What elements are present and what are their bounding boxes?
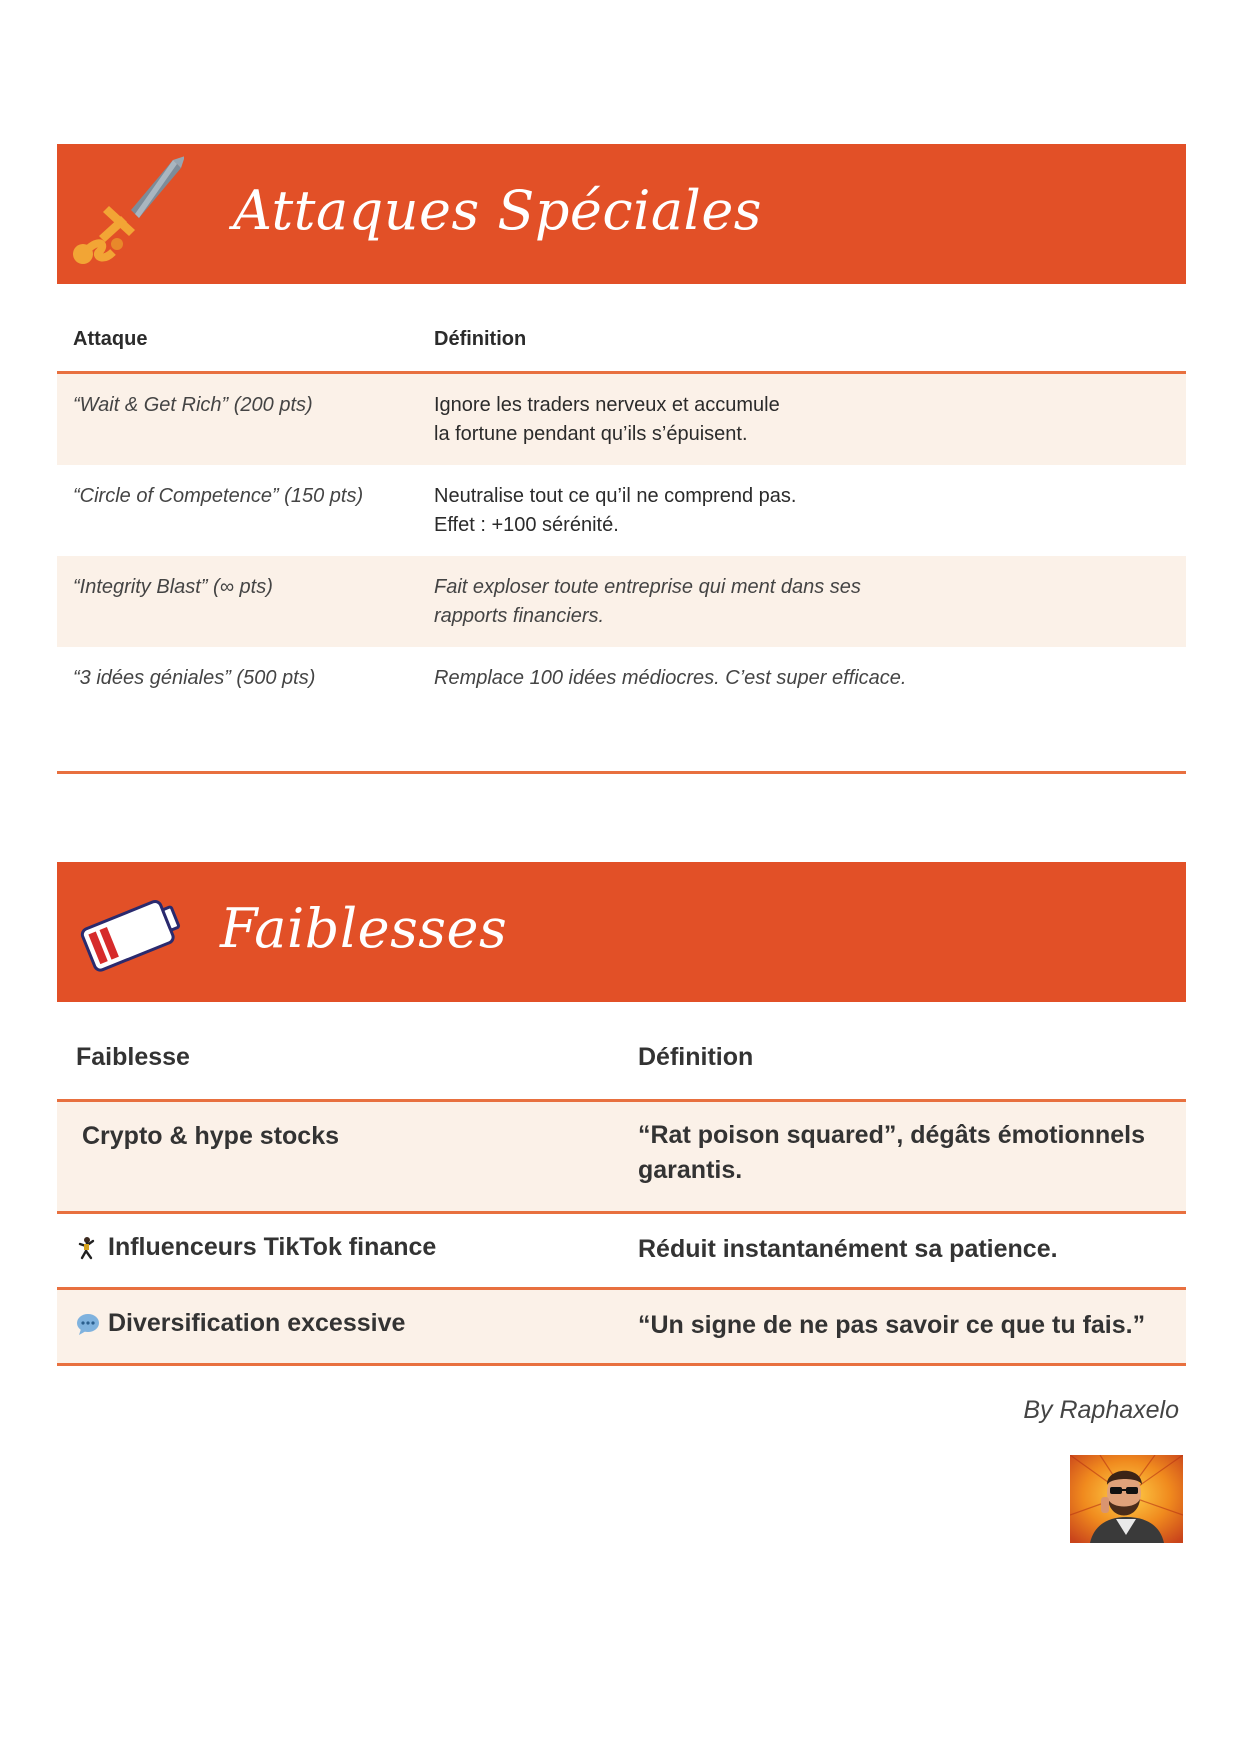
weaknesses-title: Faiblesses bbox=[220, 897, 508, 960]
author-byline: By Raphaxelo bbox=[1023, 1396, 1179, 1424]
sword-icon bbox=[69, 152, 184, 277]
attack-name: “3 idées géniales” (500 pts) bbox=[73, 667, 316, 689]
weakness-definition: “Un signe de ne pas savoir ce que tu fais.” bbox=[638, 1311, 1146, 1339]
weakness-definition: Réduit instantanément sa patience. bbox=[638, 1235, 1058, 1263]
weakness-name: Crypto & hype stocks bbox=[82, 1122, 340, 1150]
attack-name: “Wait & Get Rich” (200 pts) bbox=[73, 394, 313, 416]
weakness-name: Diversification excessive bbox=[108, 1309, 406, 1337]
table-row bbox=[57, 1290, 1186, 1366]
attacks-banner bbox=[57, 144, 1186, 284]
dancing-person-icon bbox=[76, 1236, 98, 1260]
attack-definition: Neutralise tout ce qu’il ne comprend pas. Effet : +100 sérénité. bbox=[434, 485, 797, 536]
attack-name: “Circle of Competence” (150 pts) bbox=[73, 485, 364, 507]
attack-definition: Fait exploser toute entreprise qui ment dans ses rapports financiers. bbox=[434, 576, 861, 627]
attack-name: “Integrity Blast” (∞ pts) bbox=[73, 576, 273, 598]
weaknesses-banner bbox=[57, 862, 1186, 1002]
table-row bbox=[57, 556, 1186, 647]
attacks-title: Attaques Spéciales bbox=[233, 179, 762, 242]
column-header-attack: Attaque bbox=[73, 328, 148, 350]
table-row bbox=[57, 1102, 1186, 1214]
weaknesses-table-header bbox=[57, 1025, 1186, 1102]
speech-bubble-icon bbox=[76, 1312, 98, 1336]
column-header-weakness: Faiblesse bbox=[76, 1043, 190, 1071]
column-header-definition: Définition bbox=[434, 328, 527, 350]
weakness-definition: “Rat poison squared”, dégâts émotionnels garantis. bbox=[638, 1121, 1146, 1184]
weakness-name: Influenceurs TikTok finance bbox=[108, 1233, 437, 1261]
attacks-table-header bbox=[57, 312, 1186, 374]
table-row bbox=[57, 374, 1186, 465]
table-row bbox=[57, 1214, 1186, 1290]
attack-definition: Remplace 100 idées médiocres. C’est super efficace. bbox=[434, 667, 907, 689]
section-divider bbox=[57, 771, 1186, 774]
low-battery-icon bbox=[77, 890, 187, 981]
table-row bbox=[57, 647, 1186, 738]
column-header-definition: Définition bbox=[638, 1043, 754, 1071]
attack-definition: Ignore les traders nerveux et accumule la fortune pendant qu’ils s’épuisent. bbox=[434, 394, 780, 445]
table-row bbox=[57, 465, 1186, 556]
author-avatar bbox=[1070, 1455, 1183, 1543]
